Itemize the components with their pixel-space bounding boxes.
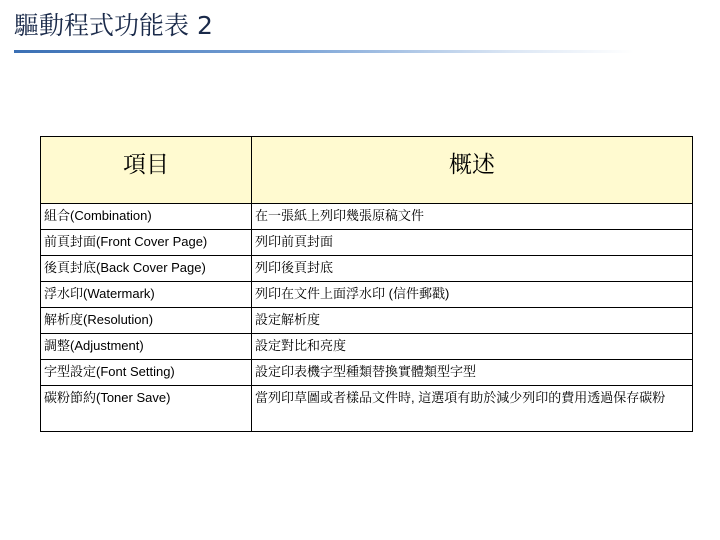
header-item: 項目 — [41, 137, 252, 204]
cell-desc: 設定對比和亮度 — [252, 334, 693, 360]
cell-item: 解析度(Resolution) — [41, 308, 252, 334]
cell-desc: 在一張紙上列印幾張原稿文件 — [252, 204, 693, 230]
page-title: 驅動程式功能表 2 — [14, 11, 213, 40]
cell-desc: 設定印表機字型種類替換實體類型字型 — [252, 360, 693, 386]
cell-item: 後頁封底(Back Cover Page) — [41, 256, 252, 282]
cell-item: 調整(Adjustment) — [41, 334, 252, 360]
cell-desc: 當列印草圖或者樣品文件時, 這選項有助於減少列印的費用透過保存碳粉 — [252, 386, 693, 432]
cell-item: 前頁封面(Front Cover Page) — [41, 230, 252, 256]
table-row — [41, 360, 693, 386]
table-row — [41, 256, 693, 282]
cell-item: 碳粉節約(Toner Save) — [41, 386, 252, 432]
cell-desc: 列印在文件上面浮水印 (信件郵戳) — [252, 282, 693, 308]
cell-desc: 列印後頁封底 — [252, 256, 693, 282]
table-header-row — [41, 137, 693, 204]
table-row — [41, 204, 693, 230]
table-row — [41, 386, 693, 432]
cell-item: 浮水印(Watermark) — [41, 282, 252, 308]
header-overview: 概述 — [252, 137, 693, 204]
table-row — [41, 230, 693, 256]
cell-item: 字型設定(Font Setting) — [41, 360, 252, 386]
cell-desc: 設定解析度 — [252, 308, 693, 334]
feature-table — [40, 136, 693, 432]
table-row — [41, 282, 693, 308]
table-row — [41, 334, 693, 360]
table-row — [41, 308, 693, 334]
cell-desc: 列印前頁封面 — [252, 230, 693, 256]
cell-item: 組合(Combination) — [41, 204, 252, 230]
title-underline — [14, 50, 634, 53]
